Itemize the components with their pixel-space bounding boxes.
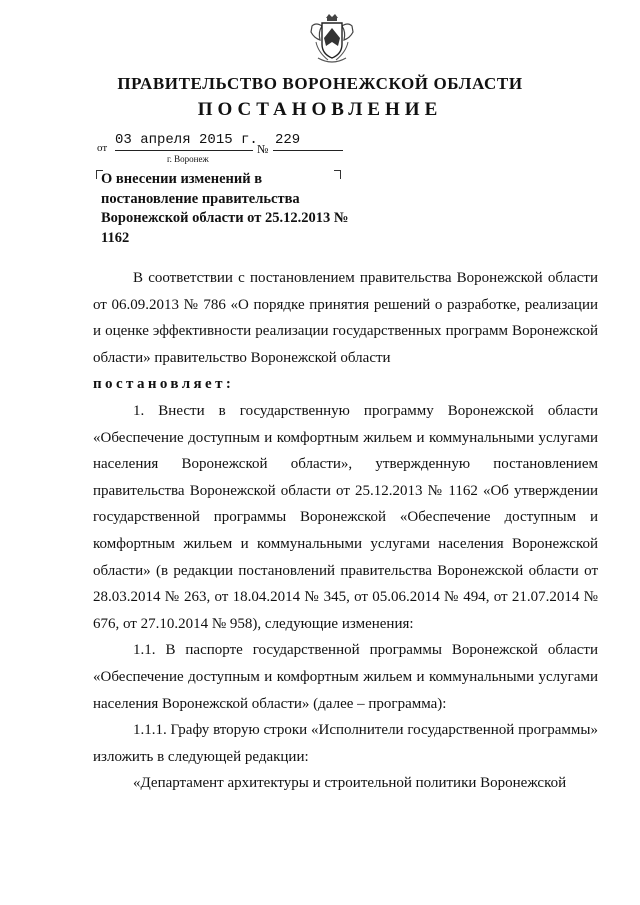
government-title: ПРАВИТЕЛЬСТВО ВОРОНЕЖСКОЙ ОБЛАСТИ (117, 74, 523, 93)
number-sign: № (257, 142, 269, 156)
item-1-1-paragraph: 1.1. В паспорте государственной программы Воронежской области «Обеспечение доступным и комфортным жильем и коммунальными услугами населения Воронежской области» (далее – программа): (93, 642, 598, 712)
item-1-paragraph: 1. Внести в государственную программу Воронежской области «Обеспечение доступным и комфортным жильем и коммунальными услугами населения Воронежской области», утвержденную постановлением правительства Воронежской области от 25.12.2013 № 1162 «Об утверждении государственной программы Воронежской «Обеспечение доступным и комфортным жильем и коммунальными услугами населения Воронежской области» (в редакции постановлений правительства Воронежской области от 28.03.2014 № 263, от 18.04.2014 № 345, от 05.06.2014 № 494, от 21.07.2014 № 676, от 27.10.2014 № 958), следующие изменения: (93, 402, 598, 632)
number-underline (273, 150, 343, 151)
city-label: г. Воронеж (167, 154, 209, 164)
item-1-1-1-paragraph: 1.1.1. Графу вторую строки «Исполнители государственной программы» изложить в следующей редакции: (93, 722, 598, 765)
resolves-word: постановляет: (93, 376, 235, 393)
date-prefix: от (97, 142, 108, 154)
quote-paragraph: «Департамент архитектуры и строительной политики Воронежской (133, 775, 567, 792)
decree-title: ПОСТАНОВЛЕНИЕ (197, 99, 443, 120)
dateline (97, 132, 357, 168)
decree-date: 03 апреля 2015 г. (115, 132, 258, 148)
decree-number: 229 (275, 132, 301, 148)
decree-subject: О внесении изменений в постановление правительства Воронежской области от 25.12.2013 № 1162 (101, 171, 349, 246)
preamble-paragraph: В соответствии с постановлением правительства Воронежской области от 06.09.2013 № 786 «О порядке принятия решений о разработке, реализации и оценке эффективности реализации государственных программ Воронежской области» правительство Воронежской области (93, 270, 598, 366)
document-body (93, 265, 598, 797)
date-underline (115, 150, 253, 151)
coat-of-arms-icon (308, 12, 356, 66)
